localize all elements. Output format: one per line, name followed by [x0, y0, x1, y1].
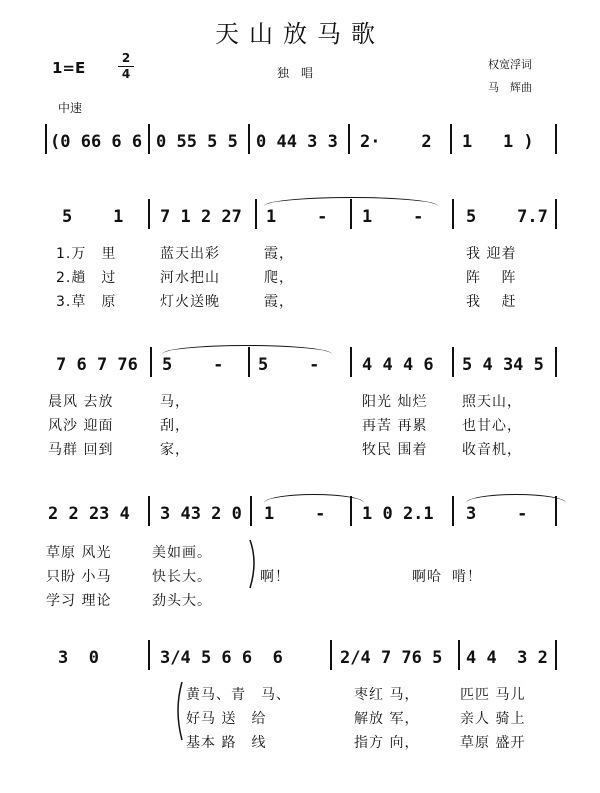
composer-credit: 马 辉曲 [488, 81, 532, 94]
measure-notes: 7 1 2 27 [160, 207, 242, 227]
verse-brace [250, 540, 254, 588]
lyric-verse-2: 只盼 小马 [46, 569, 112, 585]
lyric-verse-3: 牧民 围着 [362, 442, 428, 458]
measure-notes: 1 - [264, 504, 326, 524]
time-signature-denominator: 4 [121, 67, 131, 81]
tempo-marking: 中速 [58, 101, 83, 115]
measure-notes: 5 - [258, 355, 320, 375]
verse-brace [178, 682, 182, 740]
lyric-verse-2: 解放 军， [354, 711, 420, 727]
lyric-verse-3: 学习 理论 [46, 593, 112, 609]
lyric-verse-1: 草原 风光 [46, 545, 112, 561]
key-signature: 1=E [52, 59, 86, 77]
lyric-verse-3: 3.草 原 [56, 294, 117, 310]
measure-notes: 2 2 23 4 [48, 504, 130, 524]
lyric-verse-2: 刮， [160, 418, 190, 434]
measure-notes: 3/4 5 6 6 6 [160, 648, 283, 668]
measure-notes: 3 0 [58, 648, 99, 668]
lyric-verse-2: 爬， [264, 270, 294, 286]
lyric-verse-1: 霞， [264, 246, 294, 262]
measure-notes: 4 4 3 2 [466, 648, 548, 668]
measure-notes: 1 - [362, 207, 424, 227]
lyric-verse-1: 阳光 灿烂 [362, 394, 428, 410]
lyricist-credit: 权宽浮词 [488, 58, 532, 71]
measure-notes: 3 - [466, 504, 528, 524]
lyric-verse-3: 我 赶 [466, 294, 517, 310]
lyric-verse-3: 霞， [264, 294, 294, 310]
lyric-verse-1: 黄马、青 马、 [186, 687, 291, 703]
lyric-verse-1: 晨风 去放 [48, 394, 114, 410]
measure-notes: 1 1 ) [462, 132, 534, 152]
lyric-verse-3: 灯火送晚 [160, 294, 220, 310]
measure-notes: 5 4 34 5 [462, 355, 544, 375]
lyric-verse-1: 马， [160, 394, 190, 410]
lyric-refrain: 啊！ [260, 569, 290, 585]
lyric-verse-3: 指方 向， [354, 735, 420, 751]
measure-notes: 2· 2 [360, 132, 432, 152]
lyric-refrain: 啊哈 [412, 569, 442, 585]
time-signature-numerator: 2 [121, 51, 131, 65]
measure-notes: 7 6 7 76 [56, 355, 138, 375]
lyric-verse-1: 照天山， [462, 394, 522, 410]
lyric-verse-2: 亲人 骑上 [460, 711, 526, 727]
lyric-refrain: 啃！ [452, 569, 482, 585]
measure-notes: (0 66 6 6 [50, 132, 143, 152]
lyric-verse-2: 2.趟 过 [56, 270, 117, 286]
lyric-verse-1: 蓝天出彩 [160, 246, 220, 262]
lyric-verse-2: 也甘心， [462, 418, 522, 434]
lyric-verse-2: 阵 阵 [466, 270, 517, 286]
measure-notes: 1 0 2.1 [362, 504, 434, 524]
measure-notes: 5 - [162, 355, 224, 375]
measure-notes: 0 55 5 5 [156, 132, 238, 152]
lyric-verse-3: 家， [160, 442, 190, 458]
measure-notes: 3 43 2 0 [160, 504, 242, 524]
lyric-verse-2: 快长大。 [152, 569, 212, 585]
lyric-verse-3: 草原 盛开 [460, 735, 526, 751]
lyric-verse-1: 1.万 里 [56, 246, 117, 262]
lyric-verse-2: 再苦 再累 [362, 418, 428, 434]
lyric-verse-1: 我 迎着 [466, 246, 517, 262]
measure-notes: 4 4 4 6 [362, 355, 434, 375]
measure-notes: 5 1 [62, 207, 124, 227]
lyric-verse-3: 马群 回到 [48, 442, 114, 458]
lyric-verse-1: 匹匹 马儿 [460, 687, 526, 703]
lyric-verse-1: 美如画。 [152, 545, 212, 561]
performance-type: 独 唱 [277, 66, 314, 80]
lyric-verse-2: 好马 送 给 [186, 711, 267, 727]
lyric-verse-2: 风沙 迎面 [48, 418, 114, 434]
lyric-verse-3: 收音机， [462, 442, 522, 458]
measure-notes: 1 - [266, 207, 328, 227]
lyric-verse-1: 枣红 马， [354, 687, 420, 703]
measure-notes: 0 44 3 3 [256, 132, 338, 152]
measure-notes: 5 7.7 [466, 207, 548, 227]
song-title: 天山放马歌 [215, 20, 385, 48]
lyric-verse-2: 河水把山 [160, 270, 220, 286]
lyric-verse-3: 基本 路 线 [186, 735, 267, 751]
measure-notes: 2/4 7 76 5 [340, 648, 443, 668]
lyric-verse-3: 劲头大。 [152, 593, 212, 609]
